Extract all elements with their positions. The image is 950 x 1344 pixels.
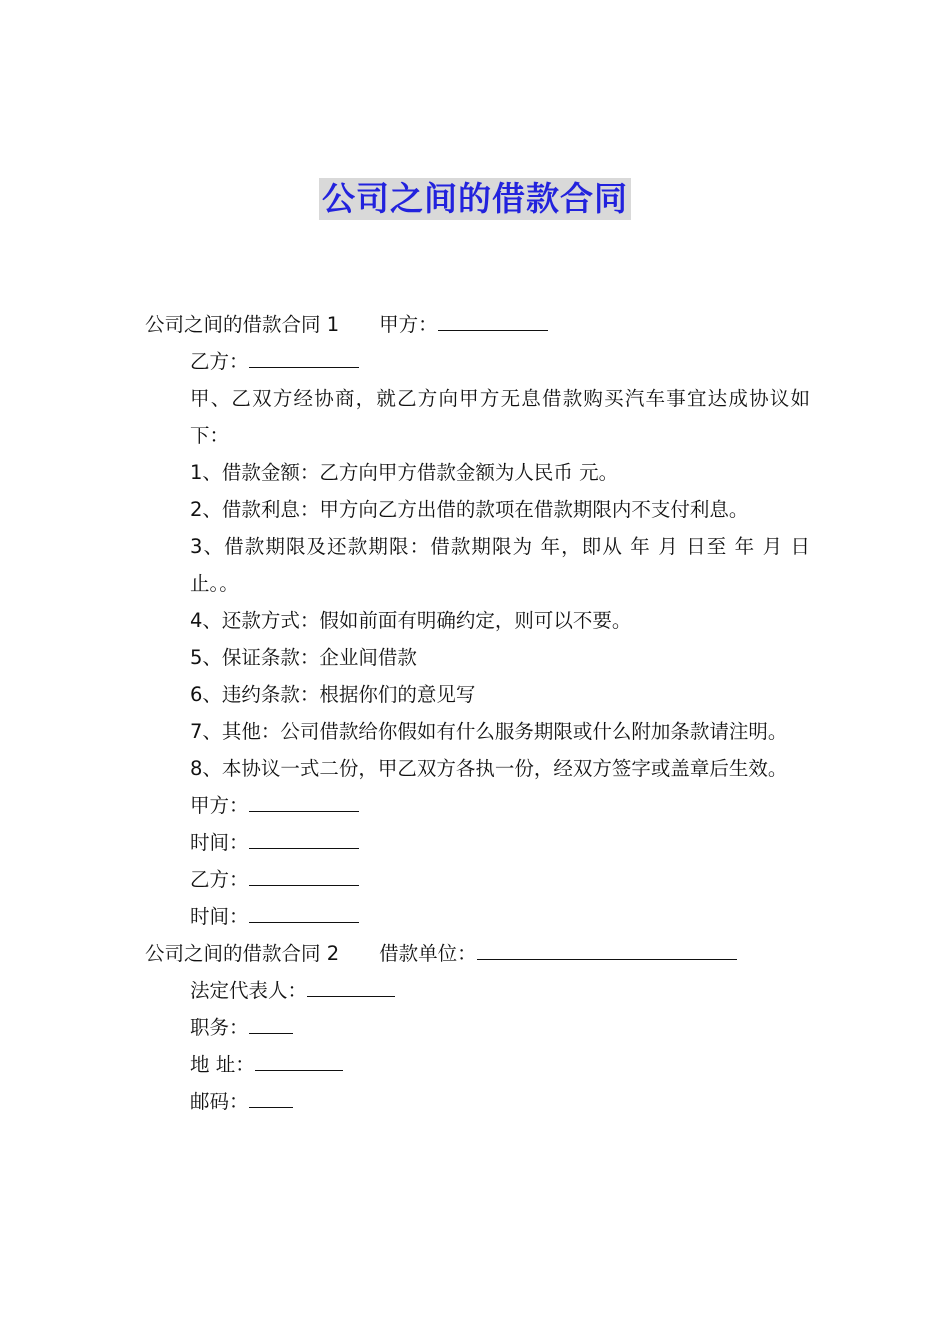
document-body — [145, 306, 810, 1120]
position-label: 职务： — [190, 1016, 249, 1039]
party-a-blank — [438, 310, 548, 331]
clause-6: 6、违约条款：根据你们的意见写 — [190, 683, 476, 706]
sign-party-b-line — [145, 861, 810, 898]
clause-1: 1、借款金额：乙方向甲方借款金额为人民币 元。 — [190, 461, 619, 484]
legal-rep-blank — [307, 976, 395, 997]
clause-8: 8、本协议一式二份，甲乙双方各执一份，经双方签字或盖章后生效。 — [190, 757, 788, 780]
document-title: 公司之间的借款合同 — [319, 178, 631, 220]
borrower-blank — [477, 939, 737, 960]
sign-time-a-blank — [249, 828, 359, 849]
contract1-heading: 公司之间的借款合同 1 — [145, 313, 340, 336]
borrower-label: 借款单位： — [379, 942, 477, 965]
clause-3: 3、借款期限及还款期限：借款期限为 年，即从 年 月 日至 年 月 日止。。 — [190, 535, 810, 595]
address-label: 地 址： — [190, 1053, 255, 1076]
sign-time-a-line — [145, 824, 810, 861]
legal-rep-label: 法定代表人： — [190, 979, 308, 1002]
clause-5: 5、保证条款：企业间借款 — [190, 646, 417, 669]
sign-time-b-blank — [249, 902, 359, 923]
contract2-heading-line — [145, 935, 810, 972]
address-blank — [255, 1050, 343, 1071]
position-blank — [249, 1013, 293, 1034]
legal-rep-line — [145, 972, 810, 1009]
sign-party-a-line — [145, 787, 810, 824]
contract1-heading-line — [145, 306, 810, 343]
postcode-label: 邮码： — [190, 1090, 249, 1113]
sign-party-a-label: 甲方： — [190, 794, 249, 817]
party-b-label: 乙方： — [190, 350, 249, 373]
clause-7: 7、其他：公司借款给你假如有什么服务期限或什么附加条款请注明。 — [190, 720, 788, 743]
position-line — [145, 1009, 810, 1046]
contract2-heading: 公司之间的借款合同 2 — [145, 942, 340, 965]
title-wrap — [0, 178, 950, 220]
party-a-label: 甲方： — [379, 313, 438, 336]
postcode-blank — [249, 1087, 293, 1108]
sign-party-b-blank — [249, 865, 359, 886]
sign-time-a-label: 时间： — [190, 831, 249, 854]
clause-2: 2、借款利息：甲方向乙方出借的款项在借款期限内不支付利息。 — [190, 498, 749, 521]
intro-paragraph: 甲、乙双方经协商，就乙方向甲方无息借款购买汽车事宜达成协议如下： — [190, 387, 810, 447]
party-b-blank — [249, 347, 359, 368]
address-line — [145, 1046, 810, 1083]
postcode-line — [145, 1083, 810, 1120]
clause-4: 4、还款方式：假如前面有明确约定，则可以不要。 — [190, 609, 632, 632]
party-b-line — [145, 343, 810, 380]
sign-time-b-label: 时间： — [190, 905, 249, 928]
sign-party-b-label: 乙方： — [190, 868, 249, 891]
sign-party-a-blank — [249, 791, 359, 812]
sign-time-b-line — [145, 898, 810, 935]
